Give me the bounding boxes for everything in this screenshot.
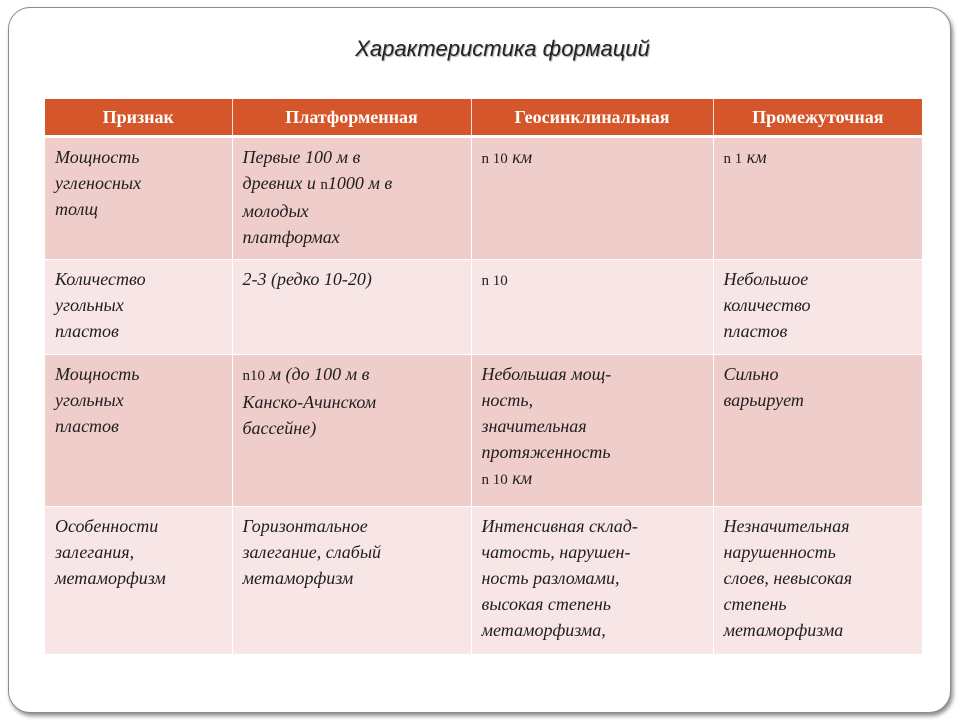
cell-line: метаморфизма xyxy=(723,620,844,640)
cell-line: Небольшая мощ- xyxy=(481,364,612,384)
cell-line: залегание, слабый xyxy=(242,542,382,562)
cell-intermediate xyxy=(713,137,922,260)
cell-platform xyxy=(232,355,471,507)
cell-line: слоев, невысокая xyxy=(723,568,853,588)
cell-line: 2-3 (редко 10-20) xyxy=(242,269,372,289)
cell-line: 1000 м в xyxy=(327,173,393,193)
cell-line: толщ xyxy=(55,199,98,219)
cell-line: платформах xyxy=(242,227,340,247)
cell-line: чатость, нарушен- xyxy=(481,542,631,562)
cell-line: нарушенность xyxy=(723,542,836,562)
cell-line: количество xyxy=(723,295,811,315)
order-value: n 1 xyxy=(723,151,743,167)
cell-intermediate xyxy=(713,355,922,507)
cell-feature xyxy=(45,137,232,260)
cell-geosyncline xyxy=(471,137,713,260)
cell-line: угольных xyxy=(55,390,124,410)
cell-line: пластов xyxy=(55,416,119,436)
order-symbol: n xyxy=(320,177,328,193)
cell-line: ность, xyxy=(481,390,534,410)
cell-line: молодых xyxy=(242,201,309,221)
cell-feature xyxy=(45,507,232,655)
cell-feature xyxy=(45,260,232,355)
cell-platform xyxy=(232,507,471,655)
cell-line: пластов xyxy=(723,321,788,341)
cell-line: пластов xyxy=(55,321,119,341)
cell-line: древних и xyxy=(242,173,321,193)
unit: км xyxy=(742,147,767,167)
cell-line: Незначительная xyxy=(723,516,850,536)
cell-line: Сильно xyxy=(723,364,779,384)
header-intermediate: Промежуточная xyxy=(713,99,922,137)
cell-line: Интенсивная склад- xyxy=(481,516,638,536)
cell-line: протяженность xyxy=(481,442,611,462)
table-row xyxy=(45,137,922,260)
cell-line: Первые 100 м в xyxy=(242,147,361,167)
order-value: n10 xyxy=(242,368,265,384)
order-value: n 10 xyxy=(481,273,508,289)
cell-line: метаморфизм xyxy=(55,568,166,588)
cell-line: ность разломами, xyxy=(481,568,620,588)
cell-line: угленосных xyxy=(55,173,142,193)
order-value: n 10 xyxy=(481,472,508,488)
cell-line: Небольшое xyxy=(723,269,809,289)
cell-line: степень xyxy=(723,594,787,614)
header-feature: Признак xyxy=(45,99,232,137)
cell-line: варьирует xyxy=(723,390,804,410)
order-value: n 10 xyxy=(481,151,508,167)
slide-title: Характеристика формаций xyxy=(355,36,650,61)
cell-geosyncline xyxy=(471,507,713,655)
unit: км xyxy=(507,147,533,167)
formations-table xyxy=(45,99,922,655)
cell-line: метаморфизма, xyxy=(481,620,606,640)
cell-line: высокая степень xyxy=(481,594,611,614)
cell-platform xyxy=(232,137,471,260)
cell-line: Количество xyxy=(55,269,146,289)
cell-line: Горизонтальное xyxy=(242,516,368,536)
cell-feature xyxy=(45,355,232,507)
cell-line: залегания, xyxy=(55,542,135,562)
table-row xyxy=(45,260,922,355)
cell-geosyncline xyxy=(471,260,713,355)
cell-geosyncline xyxy=(471,355,713,507)
cell-line: Мощность xyxy=(55,147,140,167)
cell-line: бассейне) xyxy=(242,418,317,438)
cell-line: Особенности xyxy=(55,516,159,536)
cell-line: значительная xyxy=(481,416,587,436)
header-platform: Платформенная xyxy=(232,99,471,137)
header-geosyncline: Геосинклинальная xyxy=(471,99,713,137)
unit: км xyxy=(507,468,533,488)
cell-line: м (до 100 м в xyxy=(265,364,370,384)
cell-line: метаморфизм xyxy=(242,568,354,588)
cell-line: Канско-Ачинском xyxy=(242,392,377,412)
cell-intermediate xyxy=(713,507,922,655)
table-row xyxy=(45,507,922,655)
cell-line: угольных xyxy=(55,295,124,315)
table-row xyxy=(45,355,922,507)
cell-intermediate xyxy=(713,260,922,355)
table-header-row xyxy=(45,99,922,137)
cell-platform xyxy=(232,260,471,355)
cell-line: Мощность xyxy=(55,364,140,384)
